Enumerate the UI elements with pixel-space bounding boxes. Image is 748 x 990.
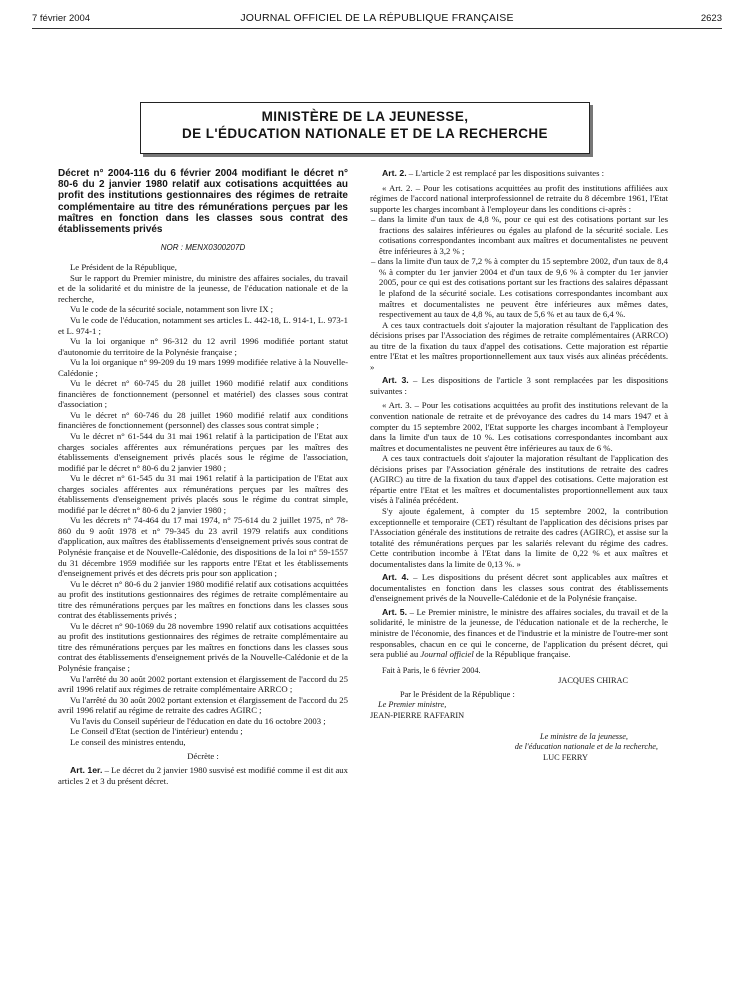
- article-5-label: Art. 5.: [382, 606, 408, 617]
- decree-title: Décret n° 2004-116 du 6 février 2004 modifiant le décret n° 80-6 du 2 janvier 1980 relatif aux cotisations acquittées au profit des institutions gestionnaires des régimes de retraite complémentaire au titre des rémunérations perçues par les maîtres en fonction dans les classes sous contrat des établissements privés: [58, 168, 348, 236]
- pm-title: Le Premier ministre,: [378, 700, 447, 710]
- article-2-dash-2: – dans la limite d'un taux de 7,2 % à compter du 15 septembre 2002, d'un taux de 8,4 % à compter du 1er janvier 2004 et d'un taux de 9,6 % à compter du 1er janvier 2005, pour ce qui est des cotisations portant sur les fractions des salaires dépassant le plafond de la sécurité sociale. Les cotisations correspondantes incombant aux maîtres et documentalistes ne peuvent être inférieures aux mêmes dates, respectivement au taux de 4,8 %, au taux de 5,6 % et au taux de 6,4 %.: [371, 256, 668, 320]
- visa-paragraph: Le Conseil d'Etat (section de l'intérieur) entendu ;: [70, 726, 243, 737]
- article-2-intro: [370, 168, 668, 179]
- ministry-line-2: DE L'ÉDUCATION NATIONALE ET DE LA RECHERCHE: [182, 126, 548, 141]
- article-3-label: Art. 3.: [382, 375, 409, 386]
- visa-paragraph: Vu le décret n° 80-6 du 2 janvier 1980 modifié relatif aux cotisations acquittées au profit des institutions gestionnaires des régimes de retraite complémentaire au titre des rémunérations perçues par les maîtres en fonctions dans les classes sous contrat des établissements privés ;: [58, 578, 348, 621]
- article-4-text: – Les dispositions du présent décret sont applicables aux maîtres et documentalistes en fonction dans les classes sous contrat des établissements d'enseignement privés de la Nouvelle-Calédonie et de la Polynésie française.: [370, 572, 669, 604]
- ministry-heading-box: [140, 102, 590, 154]
- right-column: [370, 168, 668, 763]
- page-header: [32, 12, 722, 29]
- header-date: 7 février 2004: [32, 13, 91, 24]
- article-1: [58, 765, 348, 786]
- journal-officiel-italic: Journal officiel: [420, 649, 474, 660]
- article-4-label: Art. 4.: [382, 572, 409, 583]
- visa-paragraph: Le Président de la République,: [70, 262, 177, 273]
- visa-paragraph: Vu l'arrêté du 30 août 2002 portant extension et élargissement de l'accord du 25 avril 1996 relatif aux régimes de retraite complémentaire ARRCO ;: [58, 673, 348, 695]
- journal-title: JOURNAL OFFICIEL DE LA RÉPUBLIQUE FRANÇAISE: [240, 12, 514, 24]
- article-2-label: Art. 2.: [382, 168, 407, 178]
- nor-reference: NOR : MENX0300207D: [160, 243, 246, 253]
- visa-paragraph: Vu l'arrêté du 30 août 2002 portant extension et élargissement de l'accord du 25 avril 1996 relatif au régime de retraite des cadres AGIRC ;: [58, 694, 348, 716]
- article-3-intro: [370, 375, 668, 396]
- done-at-paris: Fait à Paris, le 6 février 2004.: [382, 665, 481, 675]
- visa-paragraph: Le conseil des ministres entendu,: [70, 736, 186, 747]
- article-2-quote: « Art. 2. – Pour les cotisations acquittées au profit des institutions affiliées aux régimes de l'accord national interprofessionnel de retraite du 8 décembre 1961, l'Etat supporte les charges incombant à l'employeur dans les conditions ci-après :: [370, 182, 668, 214]
- article-5-tail: de la République française.: [473, 649, 571, 660]
- visa-paragraph: Sur le rapport du Premier ministre, du ministre des affaires sociales, du travail et de la solidarité et du ministre de la jeunesse, de l'éducation nationale et de la recherche,: [58, 272, 348, 304]
- visa-paragraph: Vu le décret n° 61-544 du 31 mai 1961 relatif à la participation de l'Etat aux charges sociales afférentes aux rémunérations perçues par les maîtres des établissements d'enseignement privés placés sous le régime de l'association, modifié par le décret n° 80-6 du 2 janvier 1980 ;: [58, 430, 348, 473]
- visa-paragraph: Vu la loi organique n° 96-312 du 12 avril 1996 modifiée portant statut d'autonomie du territoire de la Polynésie française ;: [58, 336, 348, 357]
- article-3-paragraph-2: A ces taux contractuels doit s'ajouter la majoration résultant de l'application des décisions prises par l'Association générale des institutions de retraite des cadres (AGIRC) au titre de la fixation du taux d'appel des cotisations. Cette majoration est répartie entre l'Etat et les maîtres et documentalistes proportionnellement aux taux visés à l'alinéa précédent.: [370, 453, 668, 506]
- article-2-dash-1: – dans la limite d'un taux de 4,8 %, pour ce qui est des cotisations portant sur les fractions des salaires inférieures ou égales au plafond de la sécurité sociale. Les cotisations correspondantes incombant aux maîtres et documentalistes ne peuvent être inférieures à 3,2 % ;: [371, 214, 668, 256]
- visas-list: [58, 262, 348, 747]
- pm-name: JEAN-PIERRE RAFFARIN: [370, 710, 465, 720]
- visa-paragraph: Vu le décret n° 90-1069 du 28 novembre 1990 relatif aux cotisations acquittées au profit des institutions gestionnaires des régimes de retraite complémentaire au titre des rémunérations perçues par les maîtres en fonctions dans les classes sous contrat des établissements d'enseignement privés de la Nouvelle-Calédonie et de la Polynésie française ;: [58, 620, 348, 673]
- article-3-paragraph-3: S'y ajoute également, à compter du 15 septembre 2002, la contribution exceptionnelle et temporaire (CET) résultant de l'application des décisions prises par l'Association générale des institutions de retraite des cadres (AGIRC), et assise sur la totalité des rémunérations perçues par les salariés relevant du régime des cadres. Cette contribution incombe à l'Etat dans la limite de 0,22 % et aux maîtres et documentalistes dans la limite de 0,13 %. »: [370, 505, 668, 569]
- visa-paragraph: Vu le décret n° 61-545 du 31 mai 1961 relatif à la participation de l'Etat aux charges sociales afférentes aux rémunérations perçues par les maîtres des établissements d'enseignement privés placés sous le régime du contrat simple, modifié par le décret n° 80-6 du 2 janvier 1980 ;: [58, 473, 348, 515]
- page-number: 2623: [700, 13, 722, 24]
- visa-paragraph: Vu le code de la sécurité sociale, notamment son livre IX ;: [70, 304, 274, 315]
- article-5: [370, 607, 668, 660]
- article-3-quote: « Art. 3. – Pour les cotisations acquittées au profit des institutions relevant de la convention nationale de retraite et de prévoyance des cadres du 14 mars 1947 et à compter du 15 septembre 2002, l'Etat supporte les charges incombant à l'employeur dans la limite d'un taux de 10 %. Les cotisations correspondantes incombant aux maîtres et documentalistes ne peuvent être inférieures au taux de 6 %.: [370, 400, 668, 453]
- visa-paragraph: Vu le décret n° 60-745 du 28 juillet 1960 modifié relatif aux conditions financières de fonctionnement (personnel et matériel) des classes sous contrat d'association ;: [58, 378, 348, 410]
- article-5-text: – Le Premier ministre, le ministre des affaires sociales, du travail et de la solidarité, le ministre de la jeunesse, de l'éducation nationale et de la recherche, le ministre de l'économie, des finances et de l'industrie et la ministre de l'outre-mer sont responsables, chacun en ce qui le concerne, de l'application du présent décret, qui sera publié au: [370, 606, 668, 660]
- article-2-closing: A ces taux contractuels doit s'ajouter la majoration résultant de l'application des décisions prises par l'Association des régimes de retraite complémentaires (ARRCO) au titre de la fixation du taux d'appel des cotisations. Cette majoration est répartie entre l'Etat et les maîtres proportionnellement aux taux visés aux alinéas précédents. »: [370, 319, 668, 372]
- by-president: Par le Président de la République :: [400, 689, 515, 699]
- ministry-line-1: MINISTÈRE DE LA JEUNESSE,: [261, 109, 469, 124]
- minister-title-2: de l'éducation nationale et de la recherche,: [514, 742, 658, 752]
- article-1-label: Art. 1er.: [70, 765, 103, 776]
- visa-paragraph: Vu la loi organique n° 99-209 du 19 mars 1999 modifiée relative à la Nouvelle-Calédonie ;: [58, 357, 348, 378]
- left-column: [58, 168, 348, 786]
- minister-title-1: Le ministre de la jeunesse,: [540, 731, 628, 741]
- minister-name: LUC FERRY: [543, 752, 588, 762]
- article-1-text: – Le décret du 2 janvier 1980 susvisé est modifié comme il est dit aux articles 2 et 3 du présent décret.: [58, 765, 348, 786]
- article-3-intro-text: – Les dispositions de l'article 3 sont remplacées par les dispositions suivantes :: [370, 375, 669, 396]
- visa-paragraph: Vu les décrets n° 74-464 du 17 mai 1974, n° 75-614 du 2 juillet 1975, n° 78-860 du 9 août 1978 et n° 79-345 du 23 avril 1979 relatifs aux conditions d'application, aux maîtres des établissements d'enseignement privés sous contrat de Polynésie française et de Nouvelle-Calédonie, des dispositions de la loi n° 59-1557 du 31 décembre 1959 modifiée sur les rapports entre l'Etat et les établissements d'enseignement privés et des décrets pris pour son application ;: [58, 515, 348, 579]
- article-2-intro-text: – L'article 2 est remplacé par les dispositions suivantes :: [406, 168, 605, 178]
- signature-block: [370, 666, 668, 764]
- visa-paragraph: Vu l'avis du Conseil supérieur de l'éducation en date du 16 octobre 2003 ;: [70, 715, 326, 726]
- visa-paragraph: Vu le décret n° 60-746 du 28 juillet 1960 modifié relatif aux conditions financières de fonctionnement (personnel) des classes sous contrat simple ;: [58, 409, 348, 431]
- president-name: JACQUES CHIRAC: [558, 676, 628, 686]
- article-4: [370, 572, 668, 604]
- decrete-heading: Décrète :: [187, 751, 219, 762]
- visa-paragraph: Vu le code de l'éducation, notamment ses articles L. 442-18, L. 914-1, L. 973-1 et L. 974-1 ;: [58, 314, 348, 336]
- minister-signature: [370, 732, 668, 764]
